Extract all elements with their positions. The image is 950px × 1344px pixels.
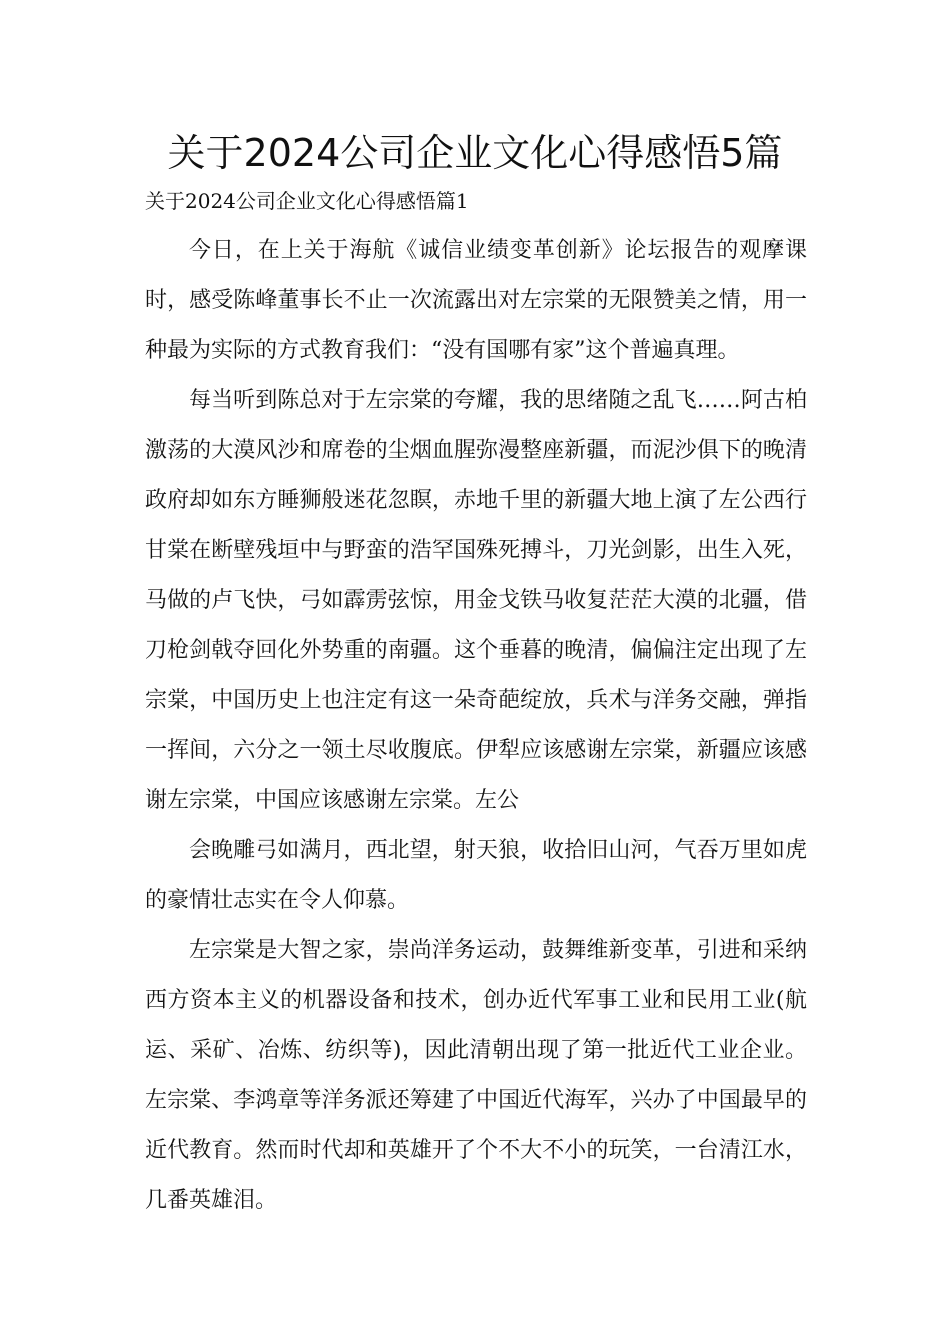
document-body: [145, 226, 807, 1226]
paragraph-2: 每当听到陈总对于左宗棠的夸耀，我的思绪随之乱飞……阿古柏激荡的大漠风沙和席卷的尘烟血腥弥漫整座新疆，而泥沙俱下的晚清政府却如东方睡狮般迷花忽瞑，赤地千里的新疆大地上演了左公西行甘棠在断壁残垣中与野蛮的浩罕国殊死搏斗，刀光剑影，出生入死，马做的卢飞快，弓如霹雳弦惊，用金戈铁马收复茫茫大漠的北疆，借刀枪剑戟夺回化外势重的南疆。这个垂暮的晚清，偏偏注定出现了左宗棠，中国历史上也注定有这一朵奇葩绽放，兵术与洋务交融，弹指一挥间，六分之一领土尽收腹底。伊犁应该感谢左宗棠，新疆应该感谢左宗棠，中国应该感谢左宗棠。左公: [145, 388, 807, 813]
document-title: 关于2024公司企业文化心得感悟5篇: [167, 131, 783, 175]
paragraph-4: 左宗棠是大智之家，崇尚洋务运动，鼓舞维新变革，引进和采纳西方资本主义的机器设备和技术，创办近代军事工业和民用工业(航运、采矿、冶炼、纺织等)，因此清朝出现了第一批近代工业企业。左宗棠、李鸿章等洋务派还筹建了中国近代海军，兴办了中国最早的近代教育。然而时代却和英雄开了个不大不小的玩笑，一台清江水，几番英雄泪。: [145, 938, 807, 1213]
paragraph-3: 会晚雕弓如满月，西北望，射天狼，收拾旧山河，气吞万里如虎的豪情壮志实在令人仰慕。: [145, 838, 807, 913]
section-heading: 关于2024公司企业文化心得感悟篇1: [145, 189, 469, 213]
paragraph-1: 今日，在上关于海航《诚信业绩变革创新》论坛报告的观摩课时，感受陈峰董事长不止一次流露出对左宗棠的无限赞美之情，用一种最为实际的方式教育我们：“没有国哪有家”这个普遍真理。: [145, 238, 807, 363]
